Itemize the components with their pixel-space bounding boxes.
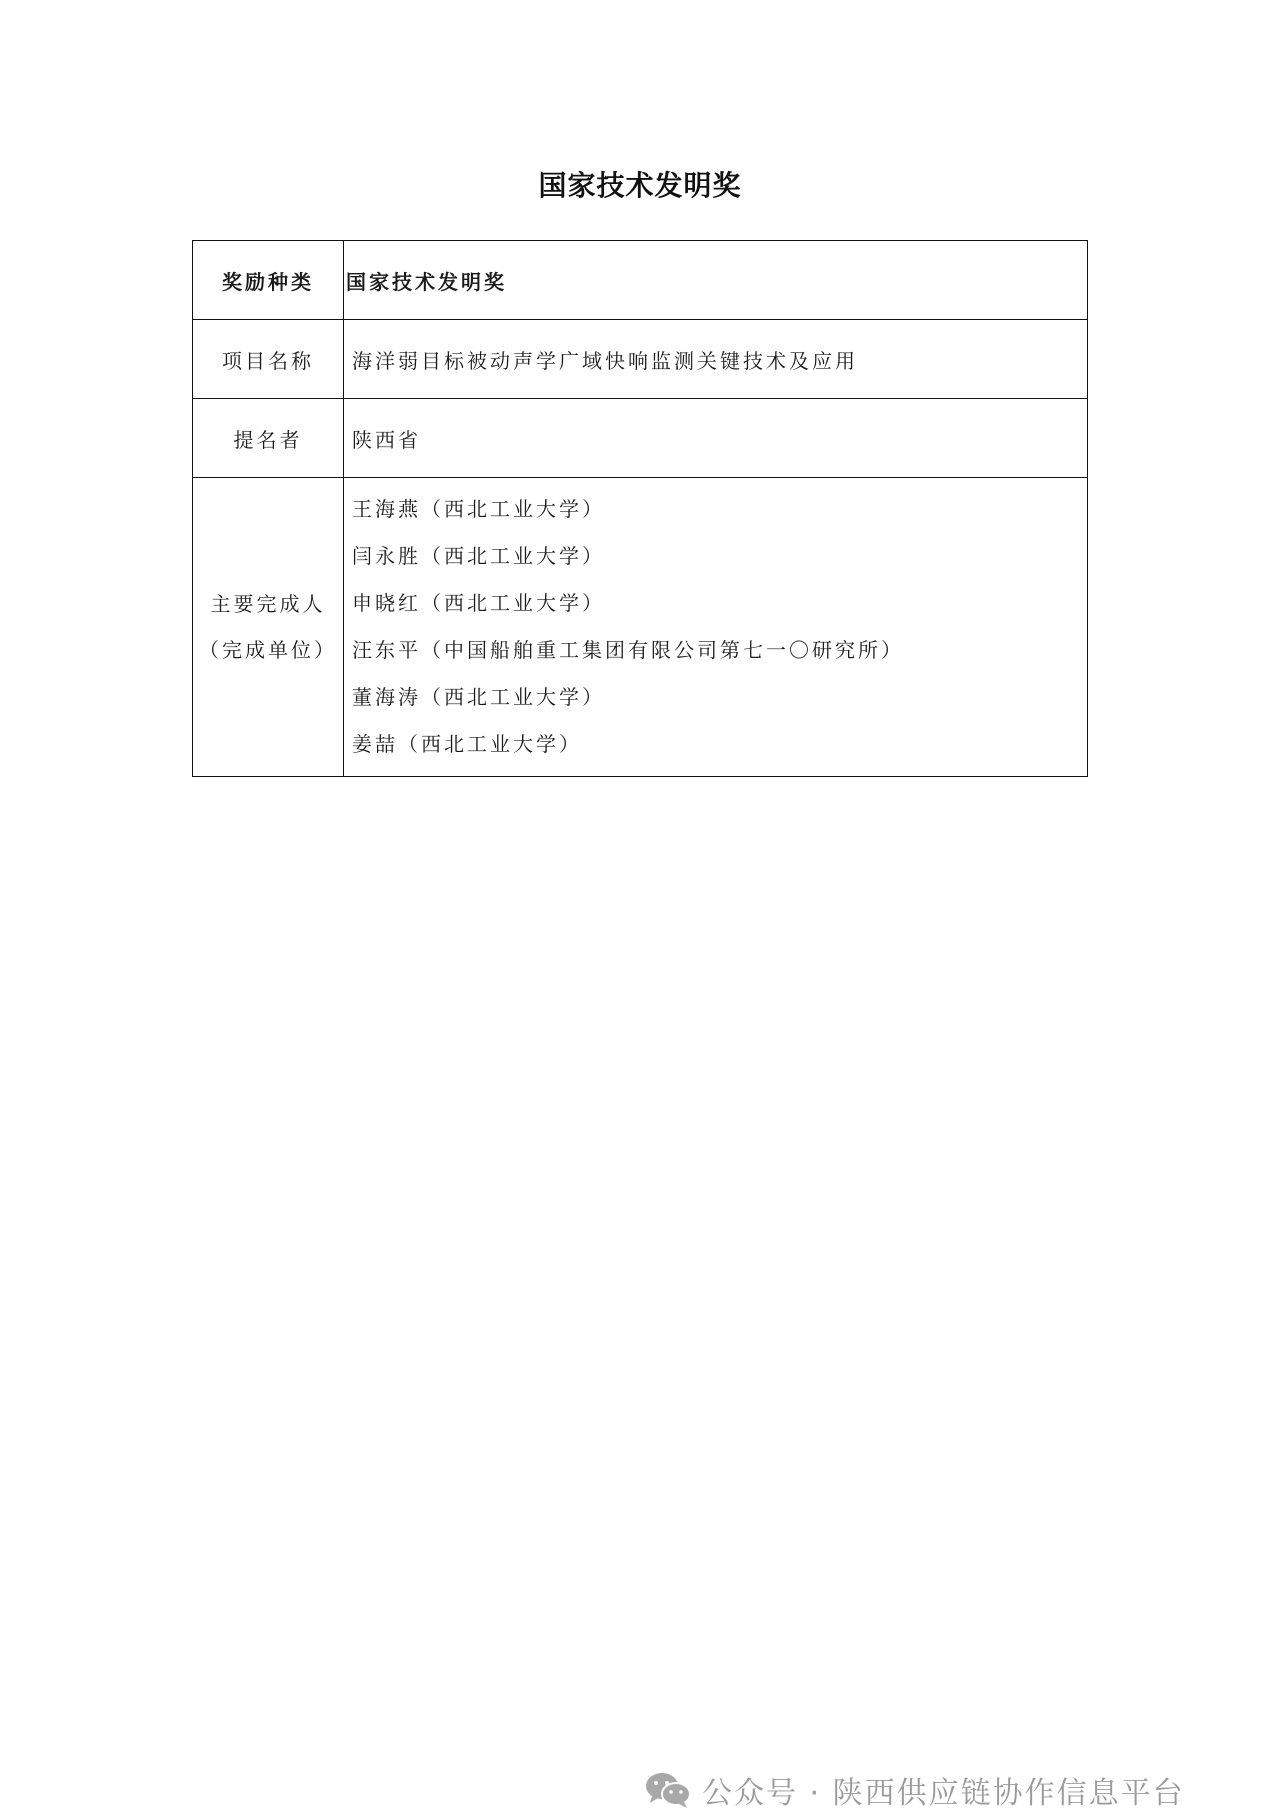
page-title: 国家技术发明奖 [538,169,742,202]
award-type-value: 国家技术发明奖 [344,241,1088,320]
table-row-completers [193,478,1088,777]
table-row-nominator [193,399,1088,478]
completers-list [352,478,1087,776]
table-row-award-type [193,241,1088,320]
project-name-value: 海洋弱目标被动声学广域快响监测关键技术及应用 [344,320,1088,399]
list-item: 姜喆（西北工业大学） [352,732,582,756]
list-item: 董海涛（西北工业大学） [352,685,605,709]
table-row-project-name [193,320,1088,399]
list-item: 汪东平（中国船舶重工集团有限公司第七一〇研究所） [352,638,904,662]
completers-label-line1: 主要完成人 [210,592,326,616]
completers-value [344,478,1088,777]
list-item: 闫永胜（西北工业大学） [352,544,605,568]
list-item: 申晓红（西北工业大学） [352,591,605,615]
wechat-icon [644,1770,692,1810]
completers-label [193,478,344,777]
watermark-footer [644,1768,1185,1812]
award-type-label: 奖励种类 [193,241,344,320]
nominator-label: 提名者 [193,399,344,478]
footer-text: 公众号 · 陕西供应链协作信息平台 [702,1776,1185,1811]
nominator-value: 陕西省 [344,399,1088,478]
list-item: 王海燕（西北工业大学） [352,497,605,521]
project-name-label: 项目名称 [193,320,344,399]
award-table [192,240,1088,777]
completers-label-line2: （完成单位） [199,638,337,662]
